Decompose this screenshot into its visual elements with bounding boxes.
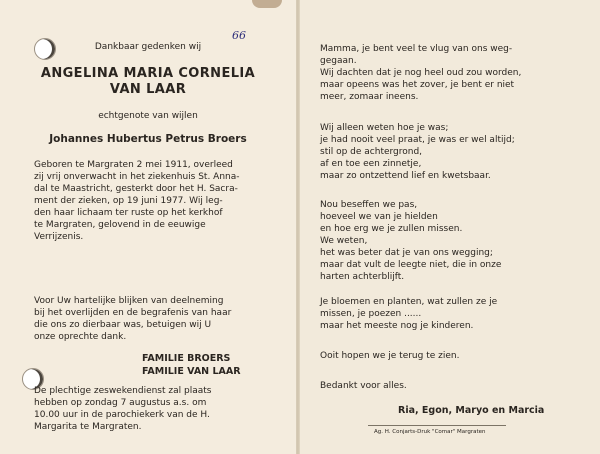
bio-line: Verrijzenis. <box>34 232 84 242</box>
mass-line: hebben op zondag 7 augustus a.s. om <box>34 398 207 408</box>
poem-stanza-1 <box>320 43 570 103</box>
handwritten-number: 66 <box>232 29 246 42</box>
poem-line: Nou beseffen we pas, <box>320 200 418 210</box>
poem-line: Wij alleen weten hoe je was; <box>320 123 449 133</box>
bio-line: ment der zieken, op 19 juni 1977. Wij leg- <box>34 196 223 206</box>
bio-line: den haar lichaam ter ruste op het kerkhof <box>34 208 223 218</box>
printer-credit: Ag. H. Conjarts-Druk "Comar" Margraten <box>374 429 486 435</box>
bio-line: dal te Maastricht, gesterkt door het H. Sacra- <box>34 184 238 194</box>
intro-text: Dankbaar gedenken wij <box>94 42 202 52</box>
stain-mark <box>252 0 282 8</box>
poem-line: Wij dachten dat je nog heel oud zou worden, <box>320 68 522 78</box>
poem-line: Mamma, je bent veel te vlug van ons weg- <box>320 44 513 54</box>
deceased-name-line1: ANGELINA MARIA CORNELIA <box>40 66 256 81</box>
bio-line: Geboren te Margraten 2 mei 1911, overleed <box>34 160 233 170</box>
poem-line: stil op de achtergrond, <box>320 147 423 157</box>
mass-line: De plechtige zeswekendienst zal plaats <box>34 386 212 396</box>
printer-rule <box>368 425 506 426</box>
poem-line: missen, je poezen ...... <box>320 309 422 319</box>
poem-line: het was beter dat je van ons wegging; <box>320 248 493 258</box>
poem-line: maar dat vult de leegte niet, die in onze <box>320 260 502 270</box>
thanks-all-line: Bedankt voor alles. <box>320 381 407 391</box>
mass-line: Margarita te Margraten. <box>34 422 142 432</box>
husband-name: Johannes Hubertus Petrus Broers <box>49 133 247 145</box>
biography-paragraph <box>34 159 272 243</box>
poem-line: Je bloemen en planten, wat zullen ze je <box>320 297 498 307</box>
poem-line: maar opeens was het zover, je bent er niet <box>320 80 515 90</box>
bio-line: zij vrij onverwacht in het ziekenhuis St. Anna- <box>34 172 240 182</box>
poem-stanza-2 <box>320 122 570 182</box>
hope-line: Ooit hopen we je terug te zien. <box>320 351 460 361</box>
thanks-line: bij het overlijden en de begrafenis van haar <box>34 308 232 318</box>
poem-line: en hoe erg we je zullen missen. <box>320 224 463 234</box>
poem-line: gegaan. <box>320 56 357 66</box>
thanks-paragraph <box>34 295 272 343</box>
family-van-laar: FAMILIE VAN LAAR <box>142 366 241 377</box>
family-broers: FAMILIE BROERS <box>142 353 231 364</box>
poem-line: maar zo ontzettend lief en kwetsbaar. <box>320 171 491 181</box>
mass-announcement <box>34 385 272 433</box>
thanks-line: onze oprechte dank. <box>34 332 127 342</box>
poem-stanza-3 <box>320 199 570 283</box>
poem-line: af en toe een zinnetje, <box>320 159 422 169</box>
spouse-intro: echtgenote van wijlen <box>98 111 198 121</box>
signature-names: Ria, Egon, Maryo en Marcia <box>398 405 545 416</box>
thanks-line: Voor Uw hartelijke blijken van deelneming <box>34 296 224 306</box>
mass-line: 10.00 uur in de parochiekerk van de H. <box>34 410 210 420</box>
bio-line: te Margraten, gelovend in de eeuwige <box>34 220 206 230</box>
poem-stanza-4 <box>320 296 570 332</box>
poem-line: harten achterblijft. <box>320 272 405 282</box>
poem-line: We weten, <box>320 236 368 246</box>
thanks-line: die ons zo dierbaar was, betuigen wij U <box>34 320 212 330</box>
poem-line: hoeveel we van je hielden <box>320 212 438 222</box>
deceased-name-line2: VAN LAAR <box>109 82 187 97</box>
card-fold <box>296 0 300 454</box>
poem-line: meer, zomaar ineens. <box>320 92 419 102</box>
poem-line: je had nooit veel praat, je was er wel altijd; <box>320 135 515 145</box>
poem-line: maar het meeste nog je kinderen. <box>320 321 474 331</box>
